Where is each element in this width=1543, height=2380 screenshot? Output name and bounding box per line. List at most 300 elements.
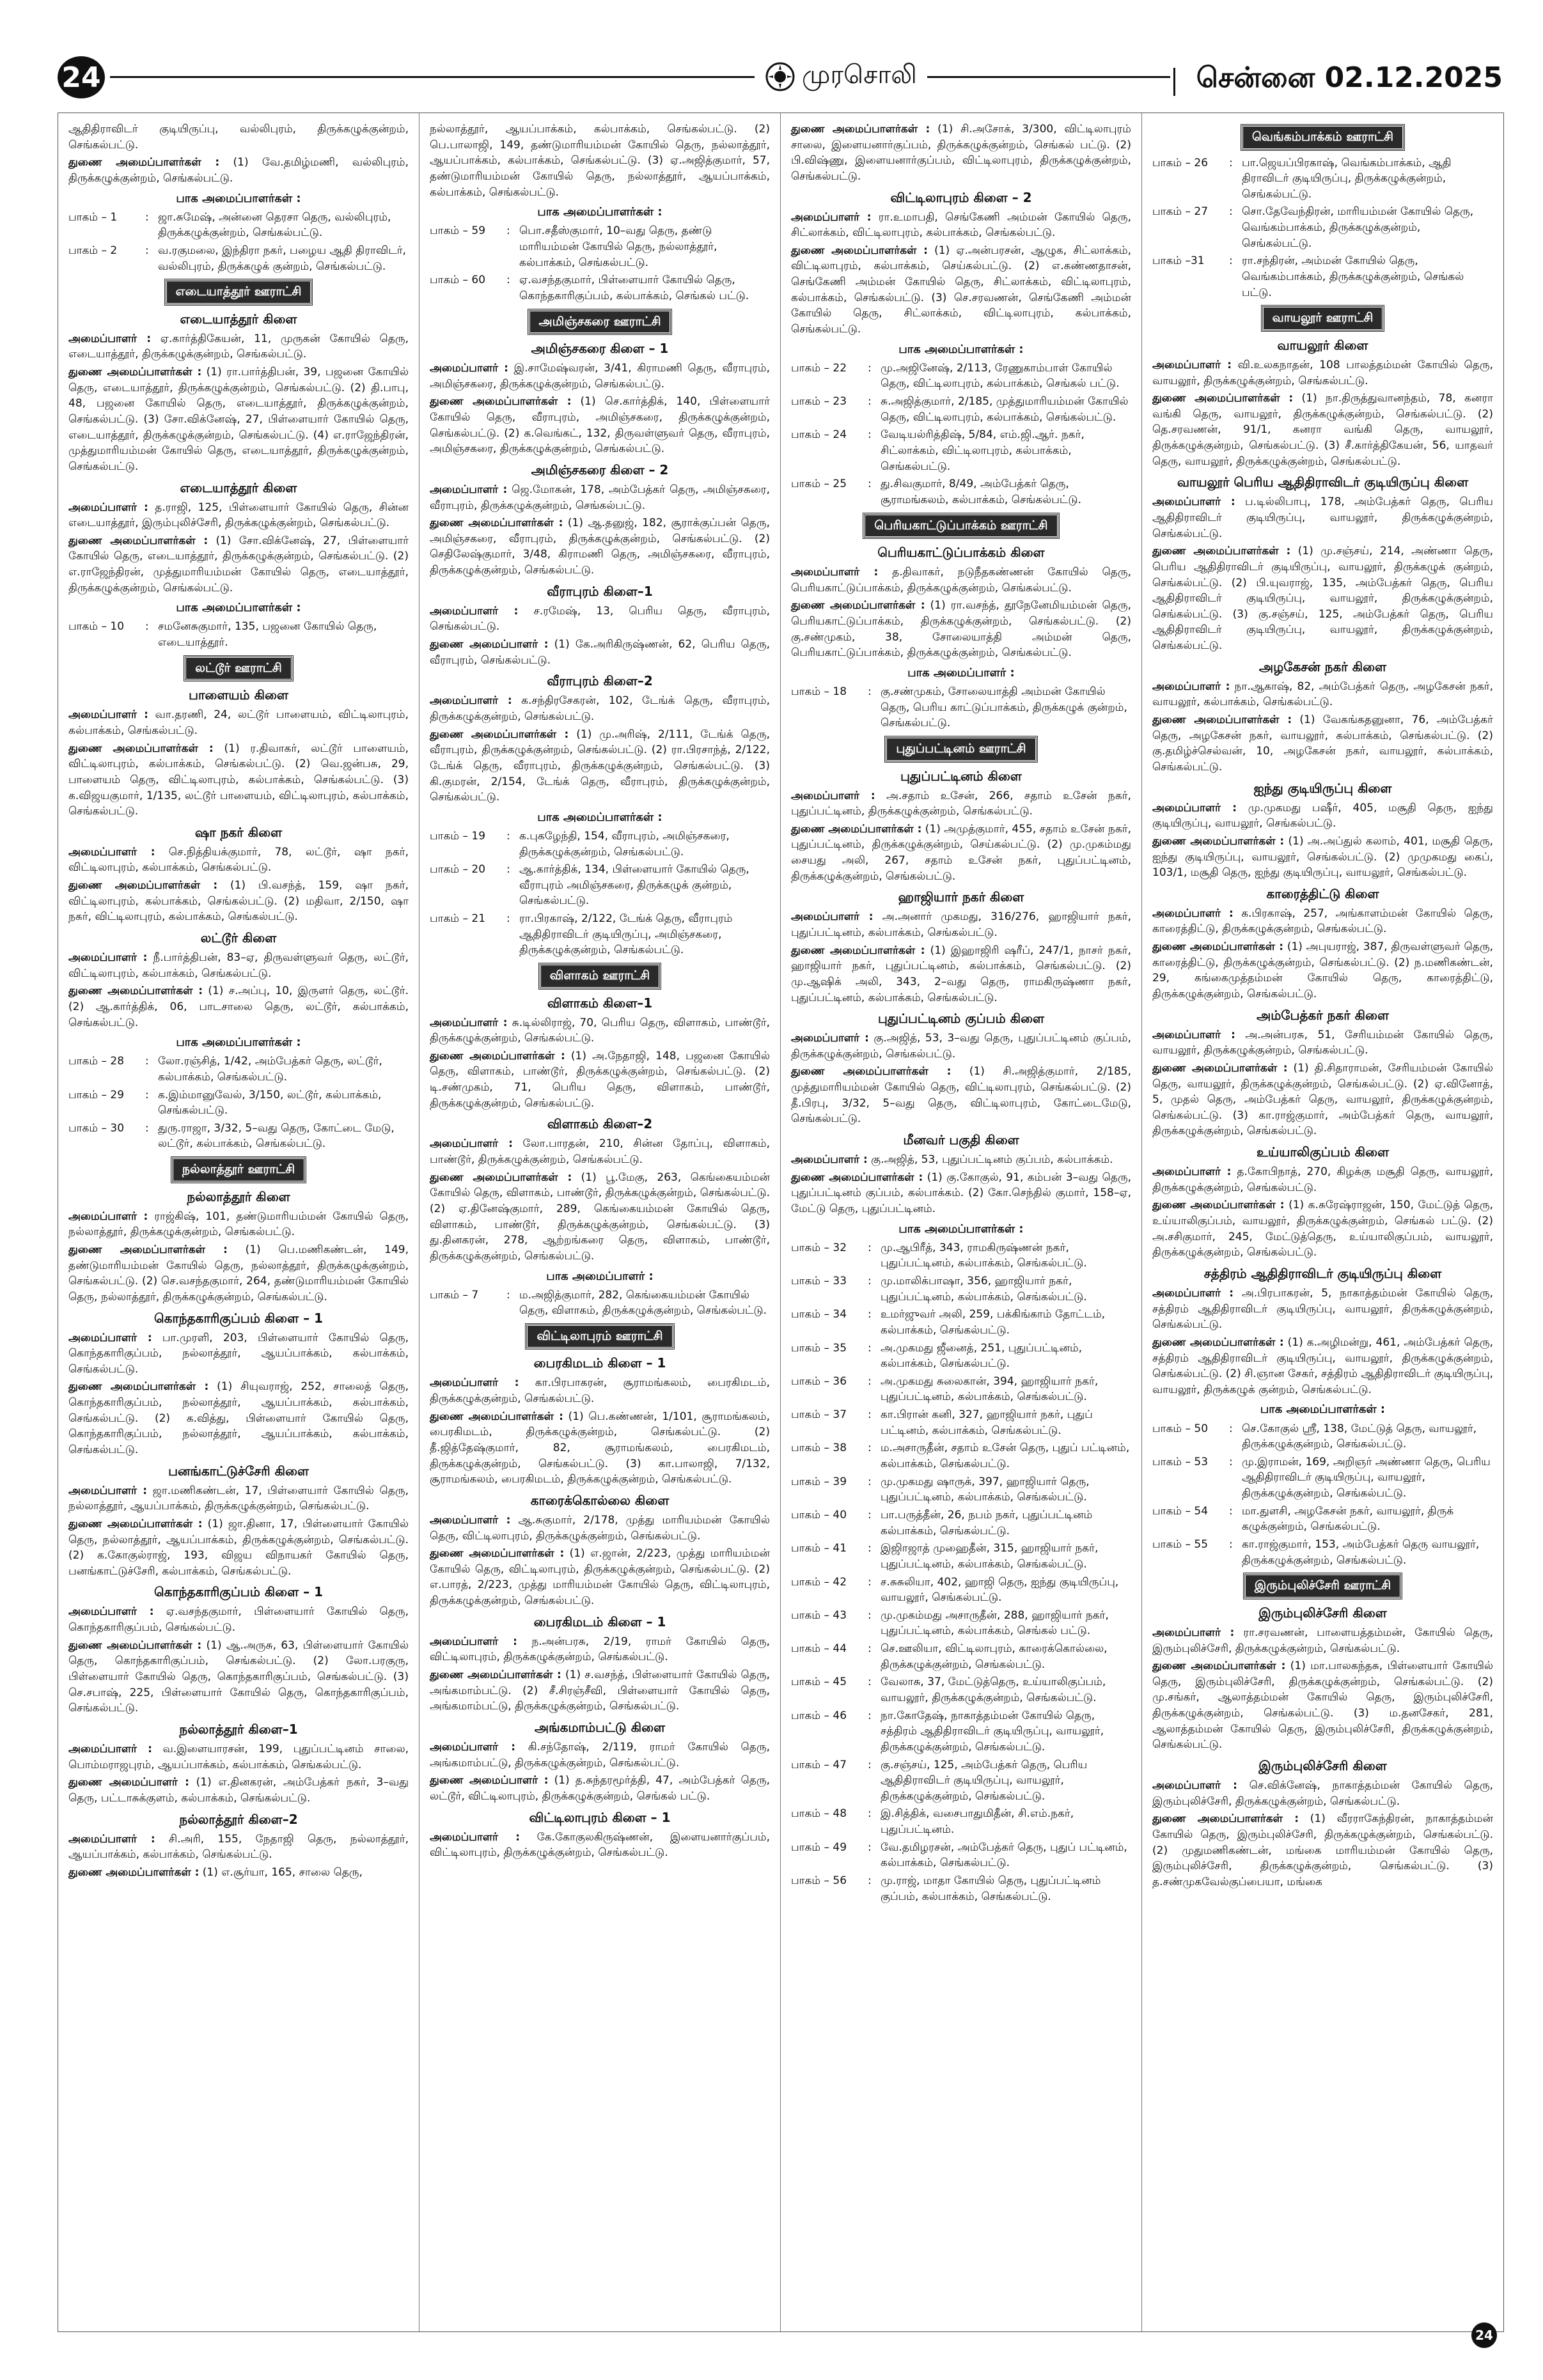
listing-text: வா.தரணி, 24, லட்டூர் பாளையம், விட்டிலாபுரம், கல்பாக்கம், செங்கல்பட்டு. bbox=[68, 708, 409, 737]
booth-details: லோ.ரஞ்சித், 1/42, அம்பேத்கர் தெரு, லட்டூர், கல்பாக்கம், செங்கல்பட்டு. bbox=[158, 1055, 382, 1084]
booth-row bbox=[791, 1474, 1131, 1505]
brand bbox=[755, 60, 927, 93]
listing-paragraph bbox=[430, 1739, 770, 1771]
listing-text: (1) சி.அஜித்குமார், 2/185, முத்துமாரியம்மன் கோயில் தெரு, விட்டிலாபுரம், செங்கல்பட்டு. (2) தீ.பிரபு, 3/32, 5–வது தெரு, விட்டிலாபுரம், கோட்டைமேடு, செங்கல்பட்டு. bbox=[791, 1065, 1131, 1126]
listing-paragraph bbox=[68, 364, 409, 474]
listing-text: அ.பிரபாகரன், 5, நாகாத்தம்மன் கோயில் தெரு, சத்திரம் ஆதிதிராவிடர் குடியிருப்பு, வாயலூர், திருக்கழுக்குன்றம், செங்கல்பட்டு. bbox=[1152, 1286, 1493, 1332]
listing-paragraph bbox=[1152, 391, 1493, 469]
booth-row bbox=[430, 862, 770, 909]
listing-paragraph bbox=[1152, 1778, 1493, 1809]
role-label: துணை அமைப்பாளர்கள் : bbox=[68, 984, 203, 998]
listing-text: (1) ரா.வசந்த், தூநேனேமியம்மன் தெரு, பெரியகாட்டுப்பாக்கம், திருக்கழுக்குன்றம், செங்கல்பட்டு. (2) கு.சண்முகம், 38, சோலையாத்தி அம்மன் தெரு, பெரியகாட்டுப்பாக்கம், திருக்கழுக்குன்றம், செங்கல்பட்டு. bbox=[791, 599, 1131, 660]
booth-row bbox=[791, 1575, 1131, 1606]
listing-text: (1) ரா.பார்த்திபன், 39, பஜனை கோயில் தெரு, எடையாத்தூர், திருக்கழுக்குன்றம், செங்கல்பட்டு. (2) தி.பாபு, 48, பஜனை கோயில் தெரு, எடையாத்தூர், திருக்கழுக்குன்றம், செங்கல்பட்டு. (3) சோ.விக்னேஷ், 27, பிள்ளையார் கோயில் தெரு, எடையாத்தூர், திருக்கழுக்குன்றம், செங்கல்பட்டு. (4) எ.ராஜேந்திரன், முத்துமாரியம்மன் கோயில் தெரு, எடையாத்தூர், திருக்கழுக்குன்றம், செங்கல்பட்டு. bbox=[68, 366, 409, 473]
booth-details: செ.கோகுல் ஸ்ரீ, 138, மேட்டுத் தெரு, வாயலூர், திருக்கழுக்குன்றம், செங்கல்பட்டு. bbox=[1242, 1422, 1477, 1451]
role-label: துணை அமைப்பாளர்கள் : bbox=[1152, 1199, 1285, 1212]
branch-heading: பெரியகாட்டுப்பாக்கம் கிளை bbox=[877, 545, 1045, 561]
branch-heading: உய்யாலிகுப்பம் கிளை bbox=[1256, 1144, 1390, 1160]
branch-heading: புதுப்பட்டினம் கிளை bbox=[900, 768, 1022, 784]
booth-number: பாகம் – 49 bbox=[791, 1840, 847, 1854]
listing-paragraph bbox=[68, 844, 409, 876]
listing-text: (1) பூ.மேகு, 263, கெங்கையம்மன் கோயில் தெரு, விளாகம், பாண்டூர், திருக்கழுக்குன்றம், செங்கல்பட்டு. (2) ஏ.தினேஷ்குமார், 289, கெங்கையம்மன் கோயில் தெரு, விளாகம், பாண்டூர், திருக்கழுக்குன்றம், செங்கல்பட்டு. (3) து.தினகரன், 278, ஆற்றங்கரை தெரு, விளாகம், பாண்டூர், திருக்கழுக்குன்றம், செங்கல்பட்டு. bbox=[430, 1171, 770, 1263]
booth-row bbox=[791, 1757, 1131, 1805]
listing-text: ரா.உமாபதி, செங்கேணி அம்மன் கோயில் தெரு, சிட்லாக்கம், விட்டிலாபுரம், கல்பாக்கம், செங்கல்பட்டு. bbox=[791, 210, 1132, 240]
listing-text: (1) கே.அரிகிருஷ்ணன், 62, பெரிய தெரு, வீராபுரம், செங்கல்பட்டு. bbox=[430, 638, 770, 667]
branch-heading: வீராபுரம் கிளை–2 bbox=[547, 673, 653, 689]
booth-details: மு.அஜினேஷ், 2/113, ரேணுகாம்பாள் கோயில் தெரு, விட்டிலாபுரம், கல்பாக்கம், செங்கல் பட்டு. bbox=[881, 361, 1120, 391]
booth-row bbox=[791, 1873, 1131, 1904]
listing-text: செ.விக்னேஷ், நாகாத்தம்மன் கோயில் தெரு, இரும்புலிச்சேரி, திருக்கழுக்குன்றம், செங்கல்பட்டு. bbox=[1152, 1778, 1494, 1808]
listing-text: ச.ரமேஷ், 13, பெரிய தெரு, வீராபுரம், செங்கல்பட்டு. bbox=[430, 604, 770, 634]
listing-paragraph bbox=[1152, 1197, 1493, 1261]
branch-heading: விளாகம் கிளை–1 bbox=[547, 995, 653, 1011]
booth-colon: : bbox=[145, 620, 149, 634]
booth-number: பாகம் – 27 bbox=[1152, 205, 1209, 219]
booth-colon: : bbox=[1229, 254, 1233, 268]
listing-paragraph bbox=[430, 1170, 770, 1264]
subheading: பாக அமைப்பாளர் : bbox=[546, 1269, 654, 1283]
booth-details: ம.அஜித்குமார், 282, கெங்கையம்மன் கோயில் தெரு, விளாகம், திருக்கழுக்குன்றம், செங்கல்பட்டு. bbox=[519, 1288, 767, 1318]
city-date: சென்னை 02.12.2025 bbox=[1196, 61, 1503, 94]
booth-number: பாகம் – 37 bbox=[791, 1408, 847, 1422]
listing-text: ராஜ்கிஷ், 101, தண்டுமாரியம்மன் கோயில் தெரு, நல்லாத்தூர், திருக்கழுக்குன்றம், செங்கல்பட்டு. bbox=[68, 1209, 409, 1239]
listing-paragraph bbox=[1152, 939, 1493, 1002]
booth-number: பாகம் – 2 bbox=[68, 244, 118, 257]
branch-heading: வாயலூர் கிளை bbox=[1277, 337, 1368, 353]
role-label: அமைப்பாளர் : bbox=[68, 708, 148, 722]
subheading: பாக அமைப்பாளர்கள் : bbox=[537, 810, 662, 824]
listing-text: த.ராஜி, 125, பிள்ளையார் கோயில் தெரு, சின்ன எடையாத்தூர், இரும்புலிச்சேரி, திருக்கழுக்குன்றம், செங்கல்பட்டு. bbox=[68, 501, 409, 530]
listing-text: ரா.சரவணன், பாளையத்தம்மன், கோயில் தெரு, இரும்புலிச்சேரி, திருக்கழுக்குன்றம், செங்கல்பட்டு. bbox=[1152, 1626, 1494, 1655]
panchayat-heading: வெங்கம்பாக்கம் ஊராட்சி bbox=[1241, 125, 1404, 150]
booth-number: பாகம் – 30 bbox=[68, 1121, 125, 1135]
booth-number: பாகம் – 28 bbox=[68, 1055, 125, 1068]
booth-details: மா.துளசி, அழகேசன் நகர், வாயலூர், திருக் கழுக்குன்றம், செங்கல்பட்டு. bbox=[1242, 1504, 1454, 1534]
branch-heading: பாளையம் கிளை bbox=[189, 687, 288, 703]
role-label: அமைப்பாளர் : bbox=[1152, 1626, 1235, 1639]
listing-text: ஆதிதிராவிடர் குடியிருப்பு, வல்லிபுரம், திருக்கழுக்குன்றம், செங்கல்பட்டு. bbox=[68, 123, 409, 152]
branch-heading: விட்டிலாபுரம் கிளை – 1 bbox=[529, 1809, 671, 1825]
role-label: துணை அமைப்பாளர்கள் : bbox=[791, 1065, 952, 1078]
booth-colon: : bbox=[868, 1807, 872, 1821]
listing-text: (1) எ.ஜான், 2/223, முத்து மாரியம்மன் கோயில் தெரு, விட்டிலாபுரம், திருக்கழுக்குன்றம், செங்கல்பட்டு. (2) எ.பாரத், 2/223, முத்து மாரியம்மன் கோயில் தெரு, விட்டிலாபுரம், திருக்கழுக்குன்றம், செங்கல்பட்டு. bbox=[430, 1547, 770, 1608]
role-label: துணை அமைப்பாளர்கள் : bbox=[1152, 1660, 1286, 1673]
booth-details: மு.மாலிக்பாஷா, 356, ஹாஜியார் நகர், புதுப்பட்டினம், கல்பாக்கம், செங்கல்பட்டு. bbox=[881, 1274, 1087, 1303]
booth-colon: : bbox=[868, 1542, 872, 1555]
role-label: அமைப்பாளர் : bbox=[430, 1830, 521, 1844]
listing-text: (1) ஆ.தனுஜ், 182, சூராக்குப்பன் தெரு, அமிஞ்சகரை, வீராபுரம், திருக்கழுக்குன்றம், செங்கல்பட்டு. (2) செதிலேஷ்குமார், 3/48, கிராமணி தெரு, அமிஞ்சகரை, வீராபுரம், திருக்கழுக்குன்றம், செங்கல்பட்டு. bbox=[430, 517, 770, 577]
booth-details: து.சிவகுமார், 8/49, அம்பேத்கர் தெரு, சூராமங்கலம், கல்பாக்கம், செங்கல்பட்டு. bbox=[881, 478, 1082, 506]
role-label: துணை அமைப்பாளர்கள் : bbox=[68, 879, 218, 892]
brand-name: முரசொலி bbox=[802, 60, 917, 89]
listing-paragraph bbox=[791, 243, 1131, 338]
booth-number: பாகம் – 20 bbox=[430, 863, 486, 876]
listing-paragraph bbox=[1152, 1027, 1493, 1059]
booth-colon: : bbox=[1229, 156, 1233, 169]
listing-text: (1) எ.சூர்யா, 165, சாலை தெரு, bbox=[199, 1865, 363, 1879]
listing-paragraph bbox=[430, 1375, 770, 1406]
booth-details: செ.ஊலியா, விட்டிலாபுரம், காரைக்கொல்லை, திருக்கழுக்குன்றம், செங்கல்பட்டு. bbox=[881, 1642, 1108, 1671]
listing-paragraph bbox=[430, 1773, 770, 1804]
role-label: துணை அமைப்பாளர்கள் : bbox=[68, 1517, 203, 1530]
booth-number: பாகம் – 60 bbox=[430, 274, 486, 287]
subheading: பாக அமைப்பாளர்கள் : bbox=[898, 342, 1024, 356]
role-label: அமைப்பாளர் : bbox=[1152, 1165, 1232, 1179]
role-label: அமைப்பாளர் : bbox=[68, 332, 152, 345]
listing-paragraph bbox=[68, 533, 409, 596]
booth-details: ச.சுசுலியா, 402, ஹாஜி தெரு, ஐந்து குடியிருப்பு, வாயலூர், செங்கல்பட்டு. bbox=[881, 1575, 1119, 1605]
booth-colon: : bbox=[506, 863, 510, 876]
listing-text: (1) க.சுரேஷ்ராஜன், 150, மேட்டுத் தெரு, உய்யாலிகுப்பம், வாயலூர், திருக்கழுக்குன்றம், செங்கல் பட்டு. (2) அ.சசிகுமார், 245, மேட்டுத்தெரு, உய்யாலிகுப்பம், வாயலூர், திருக்கழுக்குன்றம், செங்கல்பட்டு. bbox=[1152, 1199, 1493, 1259]
column-3 bbox=[781, 113, 1142, 2331]
booth-number: பாகம் – 35 bbox=[791, 1341, 847, 1355]
booth-details: கா.பிரான் கனி, 327, ஹாஜியார் நகர், புதுப் பட்டினம், கல்பாக்கம், செங்கல்பட்டு. bbox=[881, 1408, 1093, 1437]
booth-number: பாகம் – 38 bbox=[791, 1442, 847, 1455]
branch-heading: ஷா நகர் கிளை bbox=[194, 824, 283, 840]
booth-row bbox=[68, 619, 409, 650]
listing-text: (1) ஏ.அன்பரசன், ஆழுக, சிட்லாக்கம், விட்டிலாபுரம், கல்பாக்கம், செய்கல்பட்டு. (2) எ.கண்ணதாசன், செங்கேணி அம்மன் கோயில் தெரு, சிட்லாக்கம், விட்டிலாபுரம், கல்பாக்கம், செங்கல்பட்டு. (3) செ.சரவணன், செங்கேணி அம்மன் கோயில் தெரு, சிட்லாக்கம், விட்டிலாபுரம், கல்பாக்கம், செங்கல்பட்டு. bbox=[791, 244, 1132, 336]
branch-heading: நல்லாத்தூர் கிளை–2 bbox=[179, 1811, 298, 1827]
listing-paragraph bbox=[430, 727, 770, 805]
booth-number: பாகம் – 59 bbox=[430, 224, 486, 238]
listing-paragraph bbox=[68, 1330, 409, 1378]
listing-paragraph bbox=[68, 1638, 409, 1716]
masthead bbox=[58, 56, 1503, 101]
role-label: அமைப்பாளர் : bbox=[430, 1137, 513, 1151]
listing-text: ஏ.கார்த்திகேயன், 11, முருகன் கோயில் தெரு, எடையாத்தூர், திருக்கழுக்குன்றம், செங்கல்பட்டு. bbox=[68, 332, 409, 361]
listing-text: (1) அ.அப்துல் கலாம், 401, மசூதி தெரு, ஐந்து குடியிருப்பு, வாயலூர், செங்கல்பட்டு. (2) முமுகமது கைப், 103/1, மசூதி தெரு, ஐந்து குடியிருப்பு, வாயலூர், செங்கல்பட்டு. bbox=[1152, 834, 1494, 880]
listing-text: (1) சியுவராஜ், 252, சாலைத் தெரு, கொந்தகாரிகுப்பம், நல்லாத்தூர், ஆயப்பாக்கம், கல்பாக்கம், செங்கல்பட்டு. (2) க.வித்து, பிள்ளையார் கோயில் தெரு, கொந்தகாரிகுப்பம், நல்லாத்தூர், ஆயப்பாக்கம், கல்பாக்கம், செங்கல்பட்டு. bbox=[68, 1380, 409, 1456]
booth-number: பாகம் – 24 bbox=[791, 428, 847, 442]
subheading: பாக அமைப்பாளர்கள் : bbox=[176, 601, 301, 615]
role-label: துணை அமைப்பாளர்கள் : bbox=[791, 944, 925, 957]
role-label: துணை அமைப்பாளர்கள் : bbox=[791, 599, 925, 612]
role-label: துணை அமைப்பாளர்கள் : bbox=[791, 123, 930, 136]
booth-colon: : bbox=[1229, 1455, 1233, 1468]
masthead-rule bbox=[110, 76, 1170, 78]
booth-number: பாகம் – 45 bbox=[791, 1676, 847, 1689]
listing-paragraph bbox=[1152, 1286, 1493, 1333]
listing-text: செ.நித்தியக்குமார், 78, லட்டூர், ஷா நகர், விட்டிலாபுரம், கல்பாக்கம், செங்கல்பட்டு. bbox=[68, 845, 409, 875]
listing-text: நீ.பார்த்திபன், 83–ஏ, திருவள்ளுவர் தெரு, லட்டூர், விட்டிலாபுரம், கல்பாக்கம், செங்கல்பட்டு. bbox=[68, 951, 409, 980]
role-label: அமைப்பாளர் : bbox=[1152, 495, 1235, 509]
listing-text: (1) தி.சிதாராமன், சேரியம்மன் கோயில் தெரு, வாயலூர், திருக்கழுக்குன்றம், செங்கல்பட்டு. (2) ஏ.வினோத், 5, முதல் தெரு, அம்பேத்கர் தெரு, வாயலூர், திருக்கழுக்குன்றம், செங்கல்பட்டு. (3) கா.ராஜ்குமார், அம்பேத்கர் தெரு, வாயலூர், திருக்கழுக்குன்றம், செங்கல்பட்டு. bbox=[1152, 1061, 1493, 1138]
booth-row bbox=[68, 1121, 409, 1152]
branch-heading: அமிஞ்சகரை கிளை – 1 bbox=[531, 341, 669, 357]
listing-paragraph bbox=[430, 1409, 770, 1488]
booth-row bbox=[1152, 1504, 1493, 1535]
listing-text: அ.அன்பரசு, 51, சேரியம்மன் கோயில் தெரு, வாயலூர், திருக்கழுக்குன்றம், செங்கல்பட்டு. bbox=[1152, 1028, 1493, 1057]
booth-row bbox=[791, 1541, 1131, 1572]
booth-details: சு.அஜித்குமார், 2/185, முத்துமாரியம்மன் கோயில் தெரு, விட்டிலாபுரம், கல்பாக்கம், செங்கல்பட்டு. bbox=[881, 395, 1129, 424]
booth-details: சொ.தேவேந்திரன், மாரியம்மன் கோயில் தெரு, வெங்கம்பாக்கம், திருக்கழுக்குன்றம், செங்கல்பட்டு. bbox=[1242, 205, 1474, 250]
role-label: அமைப்பாளர் : bbox=[68, 845, 155, 859]
listing-paragraph bbox=[1152, 1625, 1493, 1656]
role-label: அமைப்பாளர் : bbox=[1152, 906, 1234, 920]
listing-paragraph bbox=[68, 1832, 409, 1863]
listing-text: (1) ச.வசந்த், பிள்ளையார் கோயில் தெரு, அங்கமாம்பட்டு. (2) சீ.சிரஞ்சீவி, பிள்ளையார் கோயில் தெரு, அங்கமாம்பட்டு, திருக்கழுக்குன்றம், செங்கல்பட்டு. bbox=[430, 1668, 770, 1713]
column-2 bbox=[419, 113, 781, 2331]
listing-paragraph bbox=[68, 878, 409, 925]
sun-emblem-icon bbox=[765, 61, 795, 92]
panchayat-heading: எடையாத்தூர் ஊராட்சி bbox=[165, 279, 313, 305]
booth-number: பாகம் – 39 bbox=[791, 1475, 847, 1488]
listing-paragraph bbox=[68, 1209, 409, 1240]
booth-number: பாகம் – 56 bbox=[791, 1874, 847, 1888]
branch-heading: இரும்புலிச்சேரி கிளை bbox=[1258, 1757, 1387, 1773]
listing-text: சு.டில்லிராஜ், 70, பெரிய தெரு, விளாகம், பாண்டூர், திருக்கழுக்குன்றம், செங்கல்பட்டு. bbox=[430, 1016, 770, 1045]
listing-paragraph bbox=[68, 1242, 409, 1305]
booth-colon: : bbox=[506, 274, 510, 287]
booth-row bbox=[68, 1054, 409, 1085]
branch-heading: இரும்புலிச்சேரி கிளை bbox=[1258, 1605, 1387, 1621]
listing-text: அ.அனார் முகமது, 316/276, ஹாஜியார் நகர், புதுப்பட்டினம், கல்பாக்கம், செங்கல்பட்டு. bbox=[791, 910, 1132, 939]
listing-paragraph bbox=[791, 943, 1131, 1006]
booth-colon: : bbox=[868, 1758, 872, 1771]
listing-text: ஜா.மணிகண்டன், 17, பிள்ளையார் கோயில் தெரு, நல்லாத்தூர், ஆயப்பாக்கம், திருக்கழுக்குன்றம், செங்கல்பட்டு. bbox=[68, 1484, 409, 1513]
booth-number: பாகம் – 46 bbox=[791, 1709, 847, 1722]
branch-heading: எடையாத்தூர் கிளை bbox=[180, 479, 297, 495]
article-columns bbox=[58, 113, 1504, 2332]
listing-text: கு.அஜித், 53, புதுப்பட்டினம் குப்பம், கல்பாக்கம். bbox=[867, 1153, 1113, 1167]
role-label: அமைப்பாளர் : bbox=[1152, 358, 1232, 371]
booth-details: மு.முகமது ஷாருக், 397, ஹாஜியார் தெரு, புதுப்பட்டினம், கல்பாக்கம், செங்கல்பட்டு. bbox=[881, 1475, 1090, 1504]
listing-paragraph bbox=[791, 1152, 1131, 1168]
booth-details: க.இம்மானுவேல், 3/150, லட்டூர், கல்பாக்கம், செங்கல்பட்டு. bbox=[158, 1088, 382, 1117]
listing-text: (1) வேகங்கதனுனா, 76, அம்பேத்கர் தெரு, அழகேசன் நகர், வாயலூர், கல்பாக்கம், செங்கல்பட்டு. (2) கு.தமிழ்ச்செல்வன், 10, அழகேசன் நகர், வாயலூர், கல்பாக்கம், செங்கல்பட்டு. bbox=[1152, 713, 1494, 774]
listing-paragraph bbox=[68, 1483, 409, 1514]
role-label: துணை அமைப்பாளர்கள் : bbox=[791, 244, 928, 257]
listing-text: க.சந்திரசேகரன், 102, டேங்க் தெரு, வீராபுரம், திருக்கழுக்குன்றம், செங்கல்பட்டு. bbox=[430, 694, 770, 723]
branch-heading: ஐந்து குடியிருப்பு கிளை bbox=[1253, 780, 1392, 796]
booth-row bbox=[430, 272, 770, 304]
listing-paragraph bbox=[430, 515, 770, 579]
listing-text: த.கோபிநாத், 270, கிழக்கு மசூதி தெரு, வாயலூர், திருக்கழுக்குன்றம், செங்கல்பட்டு. bbox=[1152, 1165, 1494, 1194]
booth-number: பாகம் – 54 bbox=[1152, 1504, 1209, 1518]
booth-row bbox=[791, 1507, 1131, 1539]
column-4 bbox=[1142, 113, 1503, 2331]
booth-number: பாகம் – 53 bbox=[1152, 1455, 1209, 1468]
booth-details: கு.சண்முகம், சோலையாத்தி அம்மன் கோயில் தெரு, பெரிய காட்டுப்பாக்கம், திருக்கழுக் குன்றம், செங்கல்பட்டு. bbox=[881, 685, 1127, 730]
listing-paragraph bbox=[1152, 494, 1493, 541]
role-label: அமைப்பாளர் : bbox=[1152, 1778, 1237, 1792]
role-label: அமைப்பாளர் : bbox=[791, 566, 879, 579]
listing-paragraph bbox=[68, 121, 409, 153]
listing-text: (1) வீரராகேந்திரன், நாகாத்தம்மன் கோயில் தெரு, இரும்புலிச்சேரி, திருக்கழுக்குன்றம், செங்கல்பட்டு. (2) முதுமணிகண்டன், மங்கை மாரியம்மன் கோயில் தெரு, இரும்புலிச்சேரி, திருக்கழுக்குன்றம், செங்கல்பட்டு. (3) த.சண்முகவேல்குப்பையா, மங்கை bbox=[1152, 1812, 1494, 1888]
listing-paragraph bbox=[430, 1830, 770, 1861]
panchayat-heading: அமிஞ்சகரை ஊராட்சி bbox=[528, 309, 672, 335]
branch-heading: விட்டிலாபுரம் கிளை – 2 bbox=[890, 189, 1032, 205]
listing-text: சி.அரி, 155, நேதாஜி தெரு, நல்லாத்தூர், ஆயப்பாக்கம், கல்பாக்கம், செங்கல்பட்டு. bbox=[68, 1832, 409, 1862]
booth-number: பாகம் – 1 bbox=[68, 210, 118, 224]
booth-number: பாகம் – 19 bbox=[430, 829, 486, 843]
booth-row bbox=[68, 1087, 409, 1119]
listing-text: ஆ.சுகுமார், 2/178, முத்து மாரியம்மன் கோயில் தெரு, விட்டிலாபுரம், திருக்கழுக்குன்றம், செங்கல்பட்டு. bbox=[430, 1513, 770, 1543]
listing-paragraph bbox=[68, 1775, 409, 1806]
subheading: பாக அமைப்பாளர்கள் : bbox=[537, 205, 662, 219]
listing-paragraph bbox=[1152, 906, 1493, 937]
booth-number: பாகம் – 22 bbox=[791, 361, 847, 375]
booth-number: பாகம் – 36 bbox=[791, 1374, 847, 1388]
listing-paragraph bbox=[430, 482, 770, 513]
subheading: பாக அமைப்பாளர்கள் : bbox=[1260, 1403, 1386, 1417]
booth-row bbox=[791, 684, 1131, 731]
role-label: துணை அமைப்பாளர்கள் : bbox=[1152, 834, 1285, 848]
role-label: துணை அமைப்பாளர்கள் : bbox=[430, 1049, 565, 1062]
listing-paragraph bbox=[68, 1379, 409, 1458]
booth-details: வேலாசு, 37, மேட்டுத்தெரு, உய்யாலிகுப்பம், வாயலூர், திருக்கழுக்குன்றம், செங்கல்பட்டு. bbox=[881, 1676, 1106, 1704]
booth-row bbox=[791, 1708, 1131, 1755]
booth-colon: : bbox=[145, 1121, 149, 1135]
listing-paragraph bbox=[68, 1741, 409, 1773]
booth-details: சமனேசுகுமார், 135, பஜனை கோயில் தெரு, எடையாத்தூர். bbox=[158, 620, 377, 649]
booth-number: பாகம் – 33 bbox=[791, 1274, 847, 1287]
listing-paragraph bbox=[430, 1048, 770, 1112]
booth-details: நா.கோதேஷ், நாகாத்தம்மன் கோயில் தெரு, சத்திரம் ஆதிதிராவிடர் குடியிருப்பு, வாயலூர், திருக்கழுக்குன்றம், செங்கல்பட்டு. bbox=[881, 1709, 1104, 1754]
booth-details: அ.முகமது சுலைகான், 394, ஹாஜியார் நகர், புதுப்பட்டினம், கல்பாக்கம், செங்கல்பட்டு. bbox=[881, 1374, 1099, 1404]
listing-text: கா.பிரபாகரன், சூராமங்கலம், பைரகிமடம், திருக்கழுக்குன்றம், செங்கல்பட்டு. bbox=[430, 1376, 770, 1406]
role-label: துணை அமைப்பாளர்கள் : bbox=[68, 1243, 228, 1256]
listing-text: (1) மு.சஞ்சய், 214, அண்ணா தெரு, பெரிய ஆதிதிராவிடர் குடியிருப்பு, வாயலூர், திருக்கழுக் குன்றம், செங்கல்பட்டு. (2) பி.யுவராஜ், 135, அம்பேத்கர் தெரு, பெரிய ஆதிதிராவிடர் குடியிருப்பு, வாயலூர், திருக்கழுக்குன்றம், செங்கல்பட்டு. (3) கு.சஞ்சய், 125, அம்பேத்கர் தெரு, பெரிய ஆதிதிராவிடர் குடியிருப்பு, வாயலூர், திருக்கழுக்குன்றம், செங்கல்பட்டு. bbox=[1152, 545, 1493, 653]
listing-text: (1) அபுயராஜ், 387, திருவள்ளுவர் தெரு, காரைத்திட்டு, திருக்கழுக்குன்றம், செங்கல்பட்டு. (2) ந.மணிகண்டன், 29, கங்கைமுத்தம்மன் கோயில் தெரு, காரைத்திட்டு, திருக்கழுக்குன்றம், செங்கல்பட்டு. bbox=[1152, 940, 1494, 1000]
booth-number: பாகம் – 18 bbox=[791, 685, 847, 699]
role-label: துணை அமைப்பாளர் : bbox=[430, 638, 549, 651]
booth-colon: : bbox=[868, 1442, 872, 1455]
booth-colon: : bbox=[868, 1341, 872, 1355]
booth-number: பாகம் – 43 bbox=[791, 1608, 847, 1622]
listing-paragraph bbox=[791, 598, 1131, 661]
role-label: அமைப்பாளர் : bbox=[1152, 801, 1237, 814]
panchayat-heading: வாயலூர் ஊராட்சி bbox=[1262, 306, 1384, 331]
footer-page-number: 24 bbox=[1471, 2322, 1497, 2348]
booth-colon: : bbox=[145, 210, 149, 224]
booth-number: பாகம் –31 bbox=[1152, 254, 1205, 268]
listing-paragraph bbox=[1152, 543, 1493, 653]
listing-text: (1) பெ.கண்ணன், 1/101, சூராமங்கலம், பைரகிமடம், திருக்கழுக்குன்றம், செங்கல்பட்டு. (2) தீ.ஜித்தேஷ்குமார், 82, சூராமங்கலம், பைரகிமடம், திருக்கழுக்குன்றம், செங்கல்பட்டு. (3) கா.பாலாஜி, 7/132, சூராமங்கலம், பைரகிமடம், திருக்கழுக்குன்றம், செங்கல்பட்டு. bbox=[430, 1410, 770, 1486]
role-label: துணை அமைப்பாளர்கள் : bbox=[68, 156, 220, 169]
booth-colon: : bbox=[868, 1608, 872, 1622]
branch-heading: சத்திரம் ஆதிதிராவிடர் குடியிருப்பு கிளை bbox=[1203, 1265, 1442, 1281]
booth-details: உமர்ஜுவர் அலி, 259, பக்கிங்காம் தோட்டம், கல்பாக்கம், செங்கல்பட்டு. bbox=[881, 1308, 1106, 1337]
listing-paragraph bbox=[791, 1031, 1131, 1062]
listing-paragraph bbox=[430, 394, 770, 457]
listing-paragraph bbox=[68, 741, 409, 820]
booth-row bbox=[791, 1374, 1131, 1405]
role-label: அமைப்பாளர் : bbox=[791, 1032, 869, 1045]
booth-number: பாகம் – 47 bbox=[791, 1758, 847, 1771]
role-label: துணை அமைப்பாளர் : bbox=[68, 1776, 189, 1789]
booth-details: கு.சஞ்சய், 125, அம்பேத்கர் தெரு, பெரிய ஆதிதிராவிடர் குடியிருப்பு, வாயலூர், திருக்கழுக்குன்றம், செங்கல்பட்டு. bbox=[881, 1758, 1088, 1803]
booth-number: பாகம் – 10 bbox=[68, 620, 125, 634]
listing-text: (1) சி.அசோக், 3/300, விட்டிலாபுரம் சாலை, இளையனார்குப்பம், திருக்கழுக்குன்றம், செங்கல் பட்டு. (2) பி.விஷ்ணு, இளையனார்குப்பம், விட்டிலாபுரம், திருக்கழுக்குன்றம், செங்கல்பட்டு. bbox=[791, 123, 1131, 183]
booth-colon: : bbox=[868, 1676, 872, 1689]
listing-text: (1) ஆ.அருசு, 63, பிள்ளையார் கோயில் தெரு, கொந்தகாரிகுப்பம், செங்கல்பட்டு. (2) லோ.பரகுரு, பிள்ளையார் கோயில் தெரு, கொந்தகாரிகுப்பம், செங்கல்பட்டு. (3) செ.சபாஷ், 225, பிள்ளையார் கோயில் தெரு, கொந்தகாரிகுப்பம், செங்கல்பட்டு. bbox=[68, 1638, 409, 1715]
booth-number: பாகம் – 25 bbox=[791, 478, 847, 491]
booth-number: பாகம் – 41 bbox=[791, 1542, 847, 1555]
role-label: துணை அமைப்பாளர்கள் : bbox=[430, 1547, 565, 1560]
listing-text: (1) இஹாஜிரி ஷரீப், 247/1, நாசர் நகர், ஹாஜியார் நகர், புதுப்பட்டினம், கல்பாக்கம், செங்கல்பட்டு. (2) மு.ஆஷிக் அலி, 343, 2–வது தெரு, ராமகிருஷ்ணா நகர், புதுப்பட்டினம், கல்பாக்கம், செங்கல்பட்டு. bbox=[791, 944, 1131, 1004]
listing-paragraph bbox=[791, 564, 1131, 596]
booth-colon: : bbox=[506, 829, 510, 843]
booth-colon: : bbox=[868, 1274, 872, 1287]
role-label: துணை அமைப்பாளர்கள் : bbox=[1152, 545, 1291, 558]
booth-details: வே.தமிழரசன், அம்பேத்கர் தெரு, புதுப் பட்டினம், கல்பாக்கம், செங்கல்பட்டு. bbox=[881, 1840, 1127, 1870]
booth-row bbox=[791, 1608, 1131, 1639]
booth-row bbox=[791, 1341, 1131, 1372]
booth-row bbox=[430, 828, 770, 860]
listing-text: அ.சதாம் உசேன், 266, சதாம் உசேன் நகர், புதுப்பட்டினம், திருக்கழுக்குன்றம், செங்கல்பட்டு. bbox=[791, 789, 1132, 818]
branch-heading: நல்லாத்தூர் கிளை–1 bbox=[179, 1721, 298, 1737]
listing-paragraph bbox=[430, 637, 770, 668]
listing-text: (1) ச.அப்பு, 10, இருளர் தெரு, லட்டூர். (2) ஆ.கார்த்திக், 06, பாடசாலை தெரு, லட்டூர், கல்பாக்கம், செங்கல்பட்டு. bbox=[68, 984, 409, 1029]
booth-colon: : bbox=[868, 478, 872, 491]
role-label: அமைப்பாளர் : bbox=[1152, 680, 1230, 693]
booth-colon: : bbox=[145, 244, 149, 257]
booth-number: பாகம் – 32 bbox=[791, 1241, 847, 1254]
role-label: துணை அமைப்பாளர்கள் : bbox=[430, 1171, 572, 1184]
subheading: பாக அமைப்பாளர்கள் : bbox=[176, 191, 301, 205]
branch-heading: பனங்காட்டுச்சேரி கிளை bbox=[168, 1463, 309, 1479]
listing-text: (1) செ.கார்த்திக், 140, பிள்ளையார் கோயில் தெரு, வீராபுரம், அமிஞ்சகரை, திருக்கழுக்குன்றம், செங்கல்பட்டு. (2) க.வெங்கட், 132, திருவள்ளுவர் தெரு, வீராபுரம், அமிஞ்சகரை, திருக்கழுக்குன்றம், செங்கல்பட்டு. bbox=[430, 395, 770, 456]
panchayat-heading: லட்டூர் ஊராட்சி bbox=[184, 656, 293, 681]
panchayat-heading: இரும்புலிச்சேரி ஊராட்சி bbox=[1244, 1573, 1402, 1599]
listing-text: (1) பெ.மணிகண்டன், 149, தண்டுமாரியம்மன் கோயில் தெரு, நல்லாத்தூர், திருக்கழுக்குன்றம், செங்கல்பட்டு. (2) செ.வசந்தகுமார், 264, தண்டுமாரியம்மன் கோயில் தெரு, நல்லாத்தூர், திருக்கழுக்குன்றம், செங்கல்பட்டு. bbox=[68, 1243, 409, 1303]
booth-details: துரு.ராஜா, 3/32, 5–வது தெரு, கோட்டை மேடு, லட்டூர், கல்பாக்கம், செங்கல்பட்டு. bbox=[158, 1121, 395, 1151]
booth-details: ஆ.கார்த்திக், 134, பிள்ளையார் கோயில் தெரு, வீராபுரம் அமிஞ்சகரை, திருக்கழுக் குன்றம், செங்கல்பட்டு. bbox=[519, 863, 749, 908]
booth-row bbox=[791, 1641, 1131, 1672]
listing-text: (1) கு.கோகுல், 91, கம்பன் 3–வது தெரு, புதுப்பட்டினம் குப்பம், கல்பாக்கம். (2) கோ.செந்தில் குமார், 158–ஏ, மேட்டு தெரு, புதுப்பட்டினம். bbox=[791, 1171, 1132, 1215]
role-label: அமைப்பாளர் : bbox=[430, 694, 512, 708]
listing-text: (1) நா.திருத்துவானந்தம், 78, கனரா வங்கி தெரு, வாயலூர், திருக்கழுக்குன்றம், செங்கல்பட்டு. (2) தெ.சரவணன், 91/1, கனரா வங்கி தெரு, வாயலூர், திருக்கழுக்குன்றம், செங்கல்பட்டு. (3) சீ.கார்த்திகேயன், 56, யாதவர் தெரு, வாயலூர், திருக்கழுக்குன்றம், செங்கல்பட்டு. bbox=[1152, 392, 1493, 468]
booth-colon: : bbox=[868, 1241, 872, 1254]
listing-paragraph bbox=[1152, 1335, 1493, 1398]
booth-colon: : bbox=[1229, 1538, 1233, 1552]
booth-colon: : bbox=[868, 1575, 872, 1589]
booth-colon: : bbox=[868, 1308, 872, 1321]
listing-text: கு.அஜித், 53, 3–வது தெரு, புதுப்பட்டினம் குப்பம், திருக்கழுக்குன்றம், செங்கல்பட்டு. bbox=[791, 1032, 1132, 1061]
subheading: பாக அமைப்பாளர்கள் : bbox=[898, 1222, 1024, 1236]
listing-paragraph bbox=[430, 1136, 770, 1167]
booth-number: பாகம் – 55 bbox=[1152, 1538, 1209, 1552]
booth-row bbox=[791, 1806, 1131, 1837]
branch-heading: அமிஞ்சகரை கிளை – 2 bbox=[531, 462, 669, 478]
role-label: துணை அமைப்பாளர்கள் : bbox=[791, 1171, 923, 1184]
role-label: அமைப்பாளர் : bbox=[430, 1740, 516, 1754]
branch-heading: பைரகிமடம் கிளை – 1 bbox=[533, 1355, 666, 1371]
booth-details: ஜா.சுமேஷ், அன்னை தெரசா தெரு, வல்லிபுரம், திருக்கழுக்குன்றம், செங்கல்பட்டு. bbox=[158, 210, 391, 240]
panchayat-heading: விளாகம் ஊராட்சி bbox=[539, 963, 661, 989]
booth-details: ரா.சந்திரன், அம்மன் கோயில் தெரு, வெங்கம்பாக்கம், திருக்கழுக்குன்றம், செங்கல் பட்டு. bbox=[1242, 254, 1464, 299]
listing-text: (1) பி.வசந்த், 159, ஷா நகர், விட்டிலாபுரம், கல்பாக்கம், செங்கல்பட்டு. (2) மதிவா, 2/150, ஷா நகர், விட்டிலாபுரம், கல்பாக்கம், செங்கல்பட்டு. bbox=[68, 879, 409, 924]
role-label: துணை அமைப்பாளர்கள் : bbox=[68, 1380, 209, 1394]
listing-text: பா.முரளி, 203, பிள்ளையார் கோயில் தெரு, கொந்தகாரிகுப்பம், நல்லாத்தூர், ஆயப்பாக்கம், கல்பாக்கம், செங்கல்பட்டு. bbox=[68, 1331, 409, 1376]
listing-text: க.பிரகாஷ், 257, அங்காளம்மன் கோயில் தெரு, காரைத்திட்டு, திருக்கழுக்குன்றம், செங்கல்பட்டு. bbox=[1152, 906, 1494, 936]
booth-details: பொ.சதீஸ்குமார், 10–வது தெரு, தண்டு மாரியம்மன் கோயில் தெரு, நல்லாத்தூர், கல்பாக்கம், செங்கல்பட்டு. bbox=[519, 224, 717, 269]
branch-heading: காரைக்கொல்லை கிளை bbox=[530, 1492, 670, 1508]
listing-text: (1) ஜா.தினா, 17, பிள்ளையார் கோயில் தெரு, நல்லாத்தூர், ஆயப்பாக்கம், திருக்கழுக்குன்றம், செங்கல்பட்டு. (2) க.கோகுல்ராஜ், 193, விஜய விநாயகர் கோயில் தெரு, பனங்காட்டுச்சேரி, கல்பாக்கம், செங்கல்பட்டு. bbox=[68, 1517, 409, 1578]
booth-details: இஜிாஜாத் முஹைதீன், 315, ஹாஜியார் நகர், புதுப்பட்டினம், கல்பாக்கம், செங்கல்பட்டு. bbox=[881, 1542, 1099, 1571]
masthead-divider bbox=[1173, 68, 1175, 96]
role-label: துணை அமைப்பாளர்கள் : bbox=[1152, 1335, 1284, 1349]
listing-text: (1) அமுத்குமார், 455, சதாம் உசேன் நகர், புதுப்பட்டினம், திருக்கழுக்குன்றம், செய்கல்பட்டு. (2) மு.முகம்மது சையது அலி, 267, சதாம் உசேன் நகர், புதுப்பட்டினம், திருக்கழுக்குன்றம், செங்கல்பட்டு. bbox=[791, 822, 1131, 883]
booth-number: பாகம் – 42 bbox=[791, 1575, 847, 1589]
listing-paragraph bbox=[791, 1170, 1131, 1217]
listing-paragraph bbox=[791, 788, 1131, 820]
booth-number: பாகம் – 48 bbox=[791, 1807, 847, 1821]
subheading: பாக அமைப்பாளர்கள் : bbox=[176, 1036, 301, 1050]
listing-paragraph bbox=[68, 331, 409, 362]
role-label: அமைப்பாளர் : bbox=[1152, 1028, 1235, 1041]
